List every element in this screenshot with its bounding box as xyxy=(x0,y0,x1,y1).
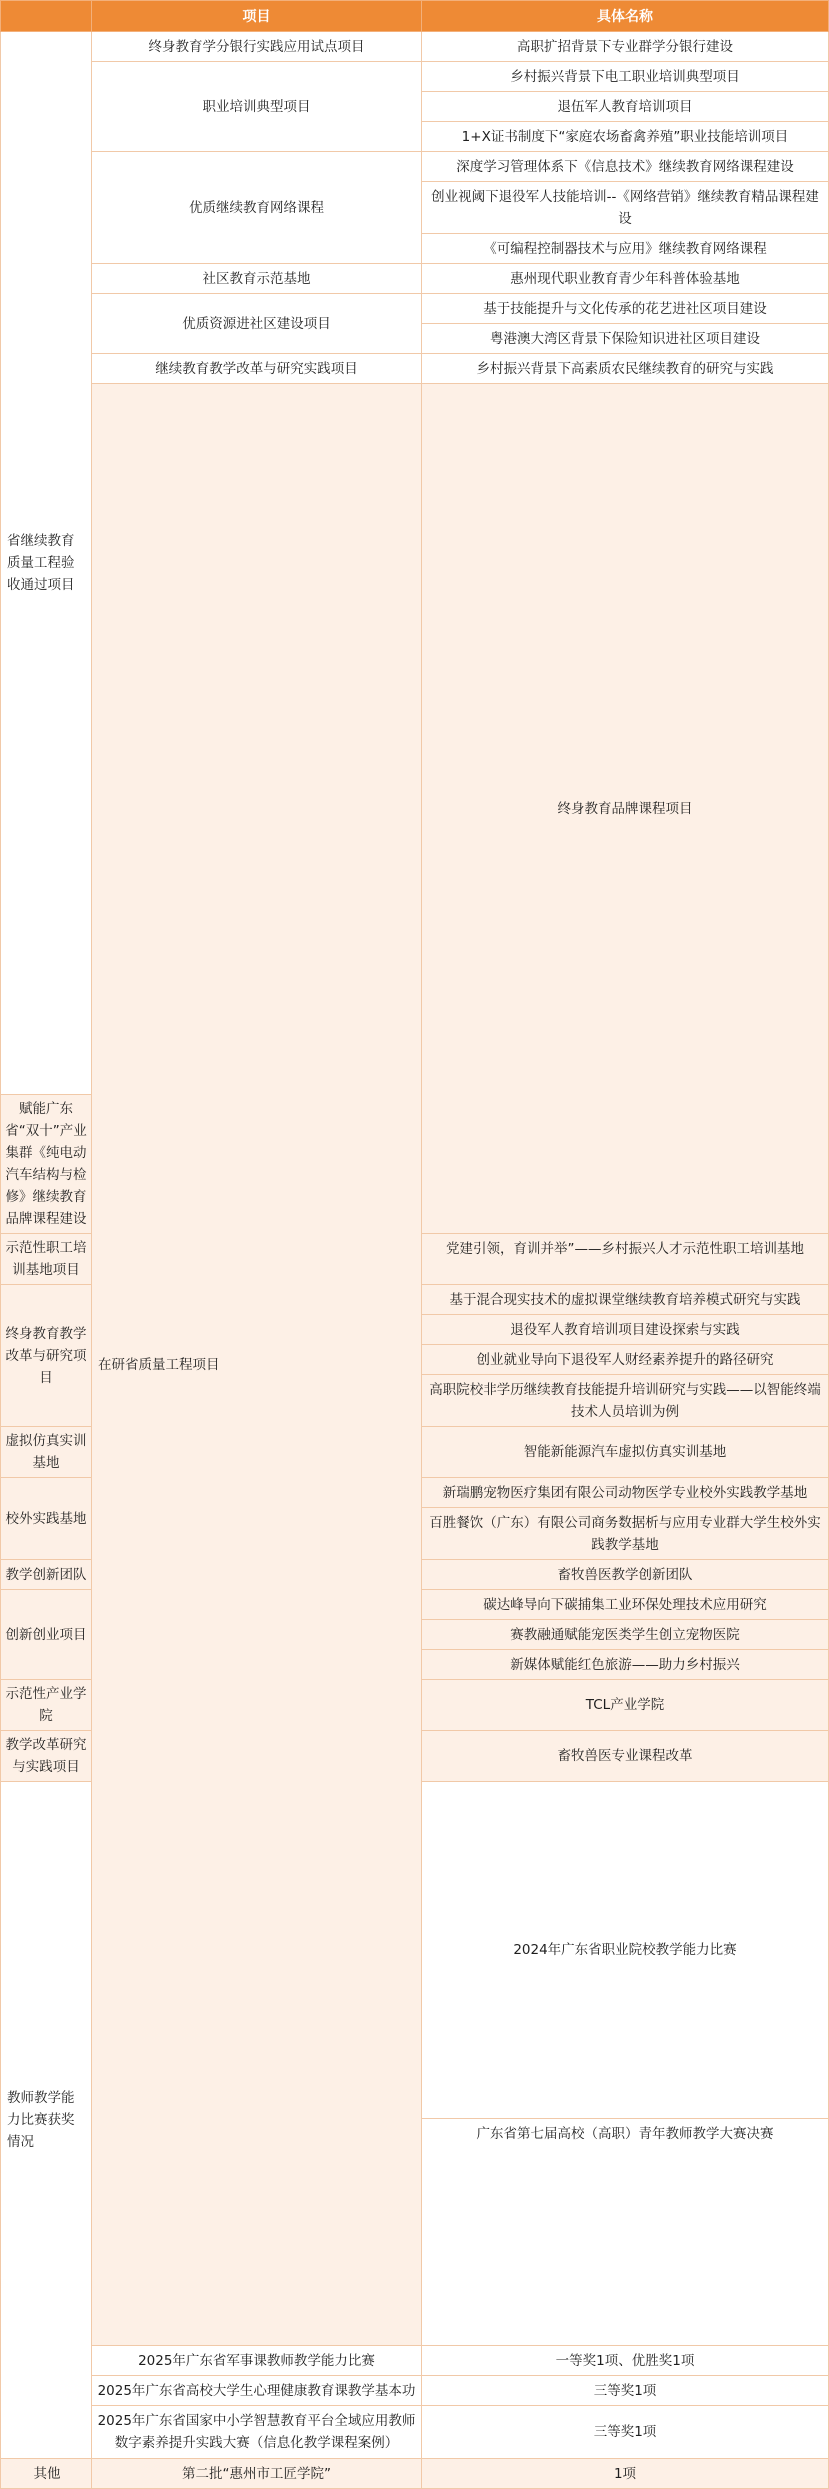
project-cell: 教学改革研究与实践项目 xyxy=(1,1731,92,1782)
project-cell: 示范性职工培训基地项目 xyxy=(1,1234,92,1285)
item-cell: 基于混合现实技术的虚拟课堂继续教育培养模式研究与实践 xyxy=(422,1285,829,1315)
project-cell: 终身教育学分银行实践应用试点项目 xyxy=(92,32,422,62)
item-cell: 高职扩招背景下专业群学分银行建设 xyxy=(422,32,829,62)
category-cell: 在研省质量工程项目 xyxy=(92,384,422,2346)
table-row xyxy=(1,264,829,294)
project-cell: 终身教育品牌课程项目 xyxy=(422,384,829,1234)
item-cell: 畜牧兽医专业课程改革 xyxy=(422,1731,829,1782)
item-cell: 创业视阈下退役军人技能培训--《网络营销》继续教育精品课程建设 xyxy=(422,182,829,234)
item-cell: 乡村振兴背景下高素质农民继续教育的研究与实践 xyxy=(422,354,829,384)
project-cell xyxy=(422,2119,829,2346)
item-cell: 基于技能提升与文化传承的花艺进社区项目建设 xyxy=(422,294,829,324)
item-cell: 高职院校非学历继续教育技能提升培训研究与实践——以智能终端技术人员培训为例 xyxy=(422,1375,829,1427)
item-cell: 乡村振兴背景下电工职业培训典型项目 xyxy=(422,62,829,92)
table-row xyxy=(1,354,829,384)
project-cell: 第二批“惠州市工匠学院” xyxy=(92,2459,422,2489)
item-text: 新瑞鹏宠物医疗集团有限公司动物医学专业校外实践教学基地 xyxy=(442,1485,808,1501)
project-text: 2025年广东省高校大学生心理健康教育课教学基本功 xyxy=(97,2383,416,2399)
project-text: 广东省第七届高校（高职）青年教师教学大赛决赛 xyxy=(476,2126,774,2142)
project-cell: 优质继续教育网络课程 xyxy=(92,152,422,264)
item-cell: 赋能广东省“双十”产业集群《纯电动汽车结构与检修》继续教育品牌课程建设 xyxy=(1,1095,92,1234)
project-cell: 创新创业项目 xyxy=(1,1590,92,1680)
table-row xyxy=(1,62,829,92)
project-cell: 虚拟仿真实训基地 xyxy=(1,1427,92,1478)
project-cell: 优质资源进社区建设项目 xyxy=(92,294,422,354)
project-cell xyxy=(92,2406,422,2459)
header-row xyxy=(1,1,829,32)
project-cell: 终身教育教学改革与研究项目 xyxy=(1,1285,92,1427)
item-cell xyxy=(422,1234,829,1285)
item-cell: 一等奖1项、优胜奖1项 xyxy=(422,2346,829,2376)
item-text: 党建引领，育训并举”——乡村振兴人才示范性职工培训基地 xyxy=(446,1241,804,1257)
project-cell: 教学创新团队 xyxy=(1,1560,92,1590)
table-row xyxy=(1,152,829,182)
item-cell: 新媒体赋能红色旅游——助力乡村振兴 xyxy=(422,1650,829,1680)
item-cell: 惠州现代职业教育青少年科普体验基地 xyxy=(422,264,829,294)
item-cell: 1+X证书制度下“家庭农场畜禽养殖”职业技能培训项目 xyxy=(422,122,829,152)
category-cell: 省继续教育质量工程验收通过项目 xyxy=(1,32,92,1095)
table-row xyxy=(1,2406,829,2459)
item-cell: 智能新能源汽车虚拟仿真实训基地 xyxy=(422,1427,829,1478)
category-cell: 其他 xyxy=(1,2459,92,2489)
item-cell: 深度学习管理体系下《信息技术》继续教育网络课程建设 xyxy=(422,152,829,182)
project-cell: 2025年广东省军事课教师教学能力比赛 xyxy=(92,2346,422,2376)
header-name: 具体名称 xyxy=(422,1,829,32)
project-cell: 职业培训典型项目 xyxy=(92,62,422,152)
table-row xyxy=(1,32,829,62)
item-cell: 退役军人教育培训项目建设探索与实践 xyxy=(422,1315,829,1345)
item-cell: 退伍军人教育培训项目 xyxy=(422,92,829,122)
item-cell: 《可编程控制器技术与应用》继续教育网络课程 xyxy=(422,234,829,264)
header-category xyxy=(1,1,92,32)
item-cell: 创业就业导向下退役军人财经素养提升的路径研究 xyxy=(422,1345,829,1375)
item-cell: 1项 xyxy=(422,2459,829,2489)
item-cell: 粤港澳大湾区背景下保险知识进社区项目建设 xyxy=(422,324,829,354)
item-cell: 碳达峰导向下碳捕集工业环保处理技术应用研究 xyxy=(422,1590,829,1620)
table-row xyxy=(1,2376,829,2406)
project-cell: 2024年广东省职业院校教学能力比赛 xyxy=(422,1782,829,2119)
item-cell: 赛教融通赋能宠医类学生创立宠物医院 xyxy=(422,1620,829,1650)
project-cell: 校外实践基地 xyxy=(1,1478,92,1560)
table-row xyxy=(1,2459,829,2489)
header-project: 项目 xyxy=(92,1,422,32)
table-row xyxy=(1,294,829,324)
project-cell: 示范性产业学院 xyxy=(1,1680,92,1731)
project-cell: 社区教育示范基地 xyxy=(92,264,422,294)
table-row xyxy=(1,2346,829,2376)
item-cell: 三等奖1项 xyxy=(422,2376,829,2406)
item-cell: 百胜餐饮（广东）有限公司商务数据析与应用专业群大学生校外实践教学基地 xyxy=(422,1508,829,1560)
category-cell: 教师教学能力比赛获奖情况 xyxy=(1,1782,92,2459)
project-cell: 继续教育教学改革与研究实践项目 xyxy=(92,354,422,384)
project-text: 2025年广东省国家中小学智慧教育平台全域应用教师数字素养提升实践大赛（信息化教学课程案例） xyxy=(97,2413,416,2451)
table-row xyxy=(1,384,829,1095)
item-cell: TCL产业学院 xyxy=(422,1680,829,1731)
item-cell xyxy=(422,1478,829,1508)
project-cell xyxy=(92,2376,422,2406)
item-cell: 畜牧兽医教学创新团队 xyxy=(422,1560,829,1590)
item-cell: 三等奖1项 xyxy=(422,2406,829,2459)
